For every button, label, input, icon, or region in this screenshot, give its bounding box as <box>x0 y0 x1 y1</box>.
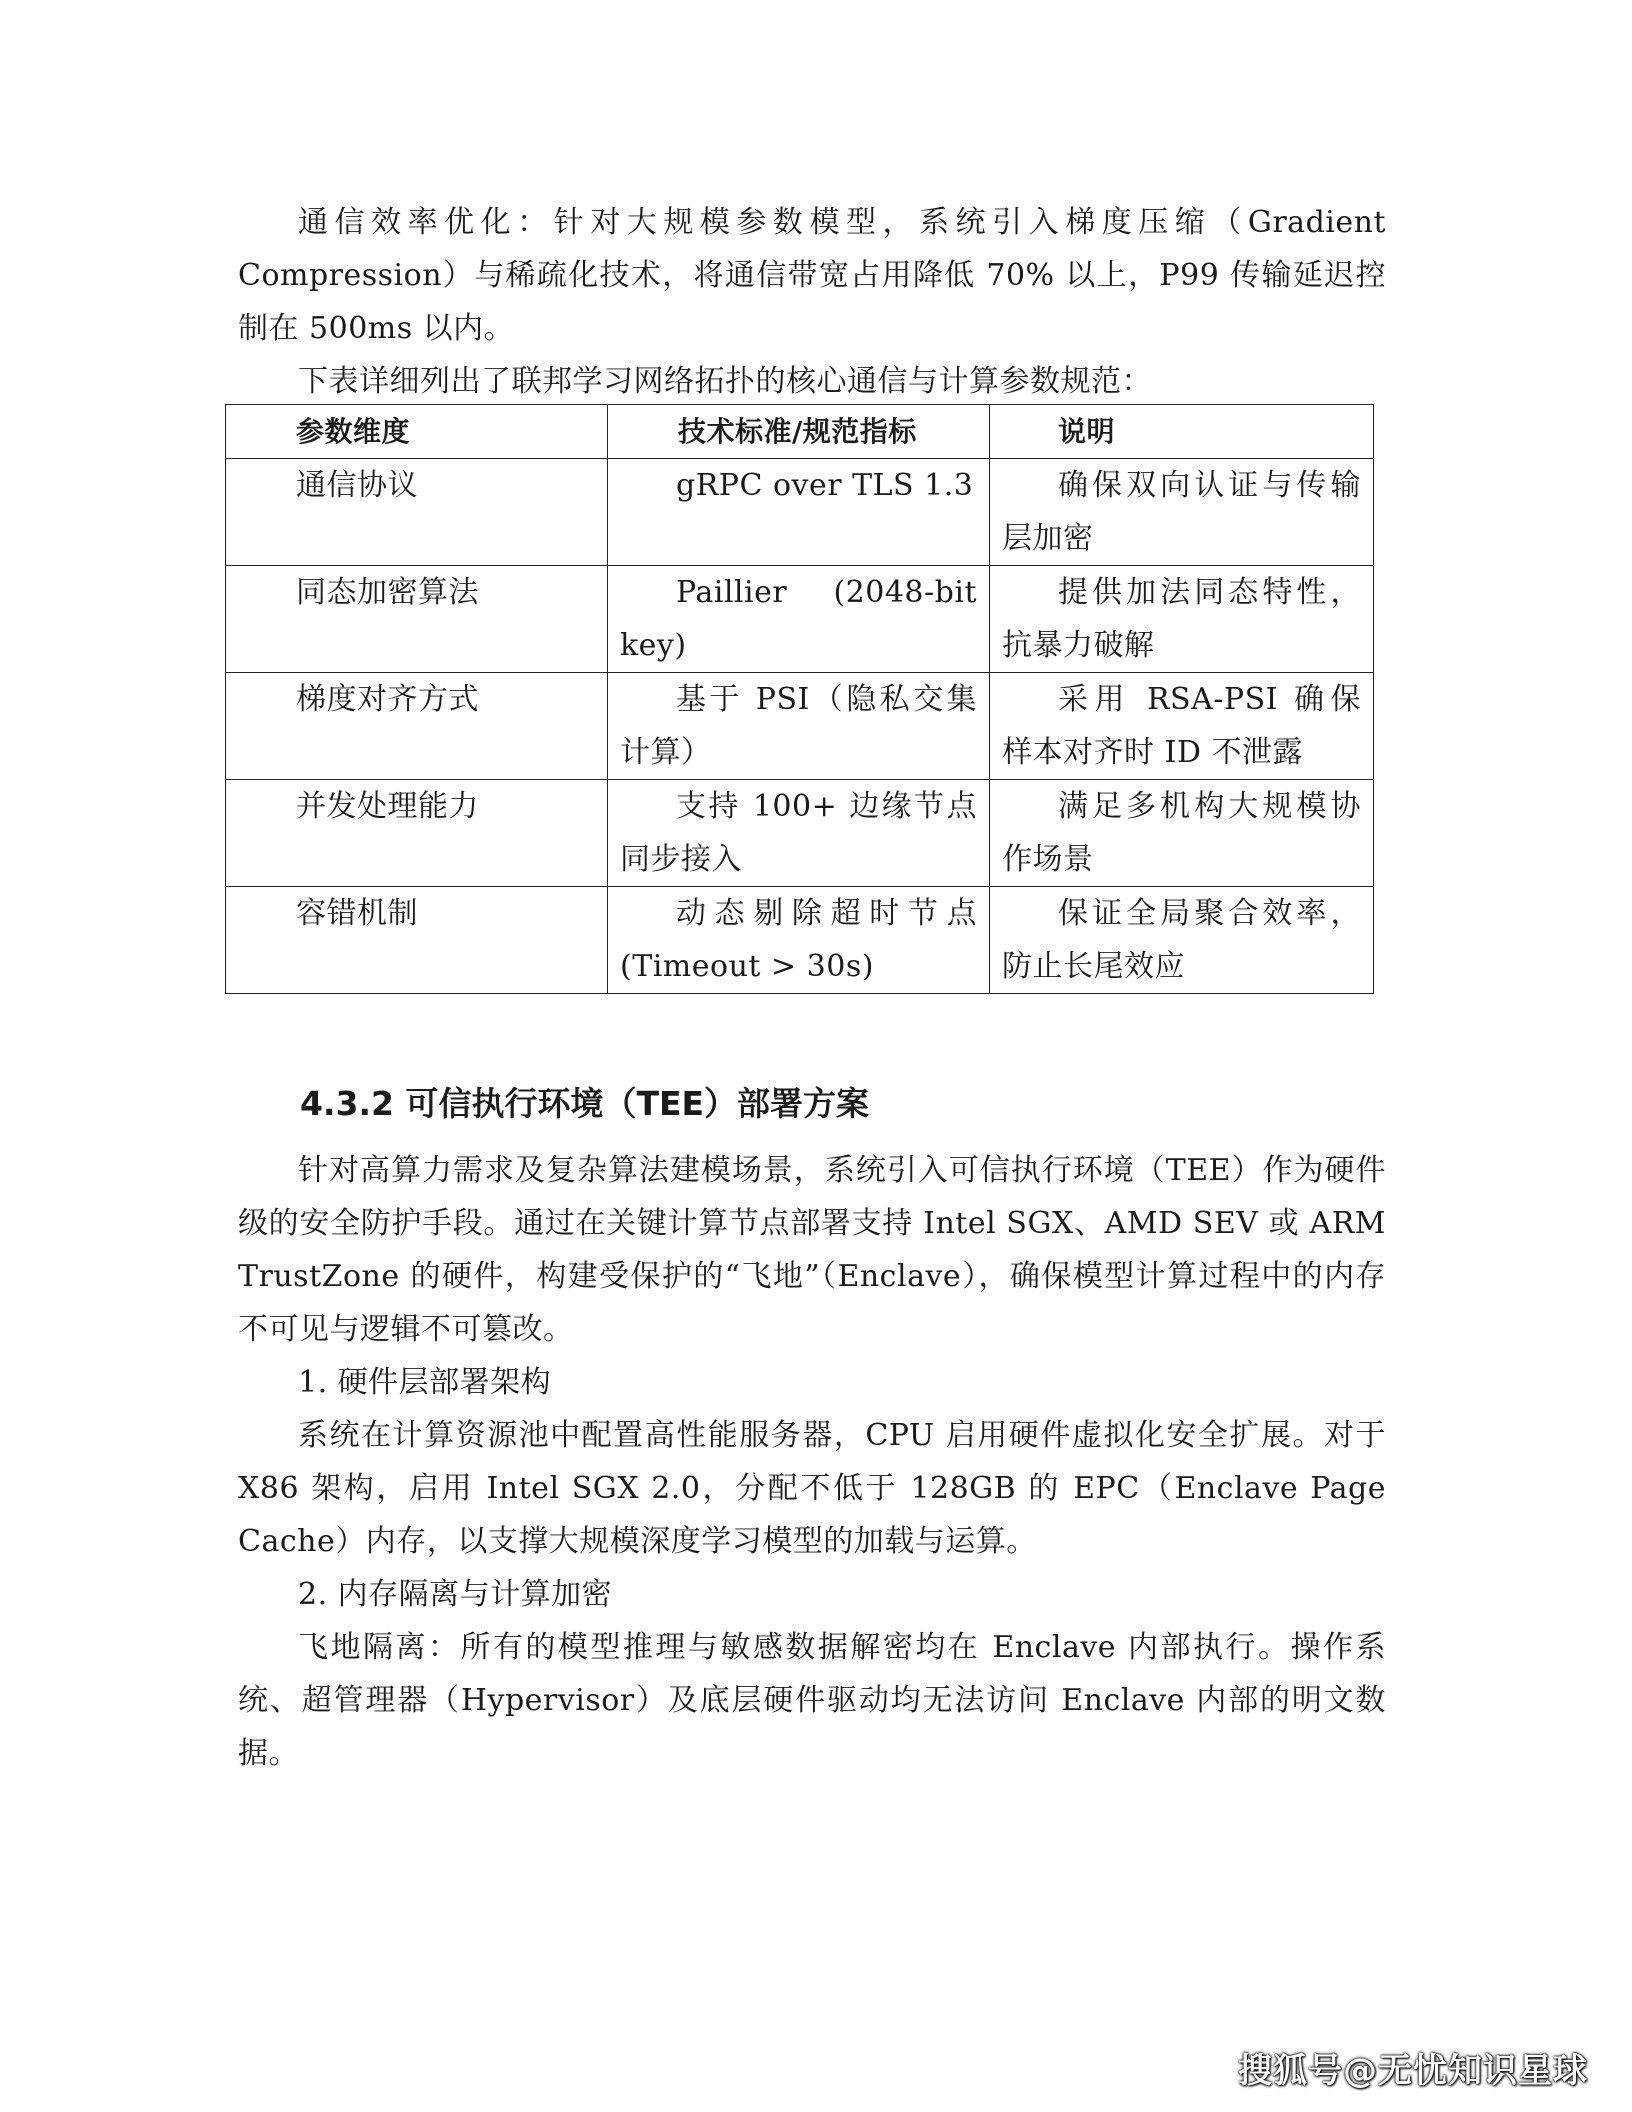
row-description: 提供加法同态特性，抗暴力破解 <box>990 566 1374 673</box>
row-standard: 动态剔除超时节点(Timeout > 30s) <box>608 887 990 994</box>
row-parameter: 容错机制 <box>226 887 608 994</box>
row-parameter: 梯度对齐方式 <box>226 673 608 780</box>
item1-title: 1. 硬件层部署架构 <box>298 1365 552 1400</box>
header-parameter-dimension: 参数维度 <box>226 405 608 459</box>
row-standard: Paillier (2048-bit key) <box>608 566 990 673</box>
table-header-row <box>226 405 1374 459</box>
table-row <box>226 780 1374 887</box>
table-row <box>226 887 1374 994</box>
table-row <box>226 459 1374 566</box>
header-description: 说明 <box>990 405 1374 459</box>
header-technical-standard: 技术标准/规范指标 <box>608 405 990 459</box>
row-standard: 支持 100+ 边缘节点同步接入 <box>608 780 990 887</box>
table-intro-text: 下表详细列出了联邦学习网络拓扑的核心通信与计算参数规范： <box>298 364 1152 399</box>
table-row <box>226 566 1374 673</box>
item2-title: 2. 内存隔离与计算加密 <box>298 1577 613 1612</box>
row-description: 采用 RSA-PSI 确保样本对齐时 ID 不泄露 <box>990 673 1374 780</box>
comm-optimization-paragraph: 通信效率优化：针对大规模参数模型，系统引入梯度压缩（Gradient Compression）与稀疏化技术，将通信带宽占用降低 70% 以上，P99 传输延迟控制在 500ms 以内。 <box>238 205 1386 346</box>
row-description: 保证全局聚合效率，防止长尾效应 <box>990 887 1374 994</box>
row-description: 确保双向认证与传输层加密 <box>990 459 1374 566</box>
item2-body: 飞地隔离：所有的模型推理与敏感数据解密均在 Enclave 内部执行。操作系统、超管理器（Hypervisor）及底层硬件驱动均无法访问 Enclave 内部的明文数据。 <box>238 1630 1386 1771</box>
row-parameter: 同态加密算法 <box>226 566 608 673</box>
row-standard: gRPC over TLS 1.3 <box>608 459 990 566</box>
row-description: 满足多机构大规模协作场景 <box>990 780 1374 887</box>
table-row <box>226 673 1374 780</box>
row-parameter: 通信协议 <box>226 459 608 566</box>
item1-body: 系统在计算资源池中配置高性能服务器，CPU 启用硬件虚拟化安全扩展。对于 X86 架构，启用 Intel SGX 2.0，分配不低于 128GB 的 EPC（Enclave Page Cache）内存，以支撑大规模深度学习模型的加载与运算。 <box>238 1418 1386 1559</box>
row-standard: 基于 PSI（隐私交集计算） <box>608 673 990 780</box>
parameter-spec-table <box>225 404 1374 994</box>
row-parameter: 并发处理能力 <box>226 780 608 887</box>
section-heading: 4.3.2 可信执行环境（TEE）部署方案 <box>300 1084 870 1123</box>
watermark: 搜狐号@无忧知识星球 <box>1238 2051 1588 2091</box>
tee-intro-paragraph: 针对高算力需求及复杂算法建模场景，系统引入可信执行环境（TEE）作为硬件级的安全防护手段。通过在关键计算节点部署支持 Intel SGX、AMD SEV 或 ARM TrustZone 的硬件，构建受保护的“飞地”（Enclave），确保模型计算过程中的内存不可见与逻辑不可篡改。 <box>238 1153 1386 1347</box>
